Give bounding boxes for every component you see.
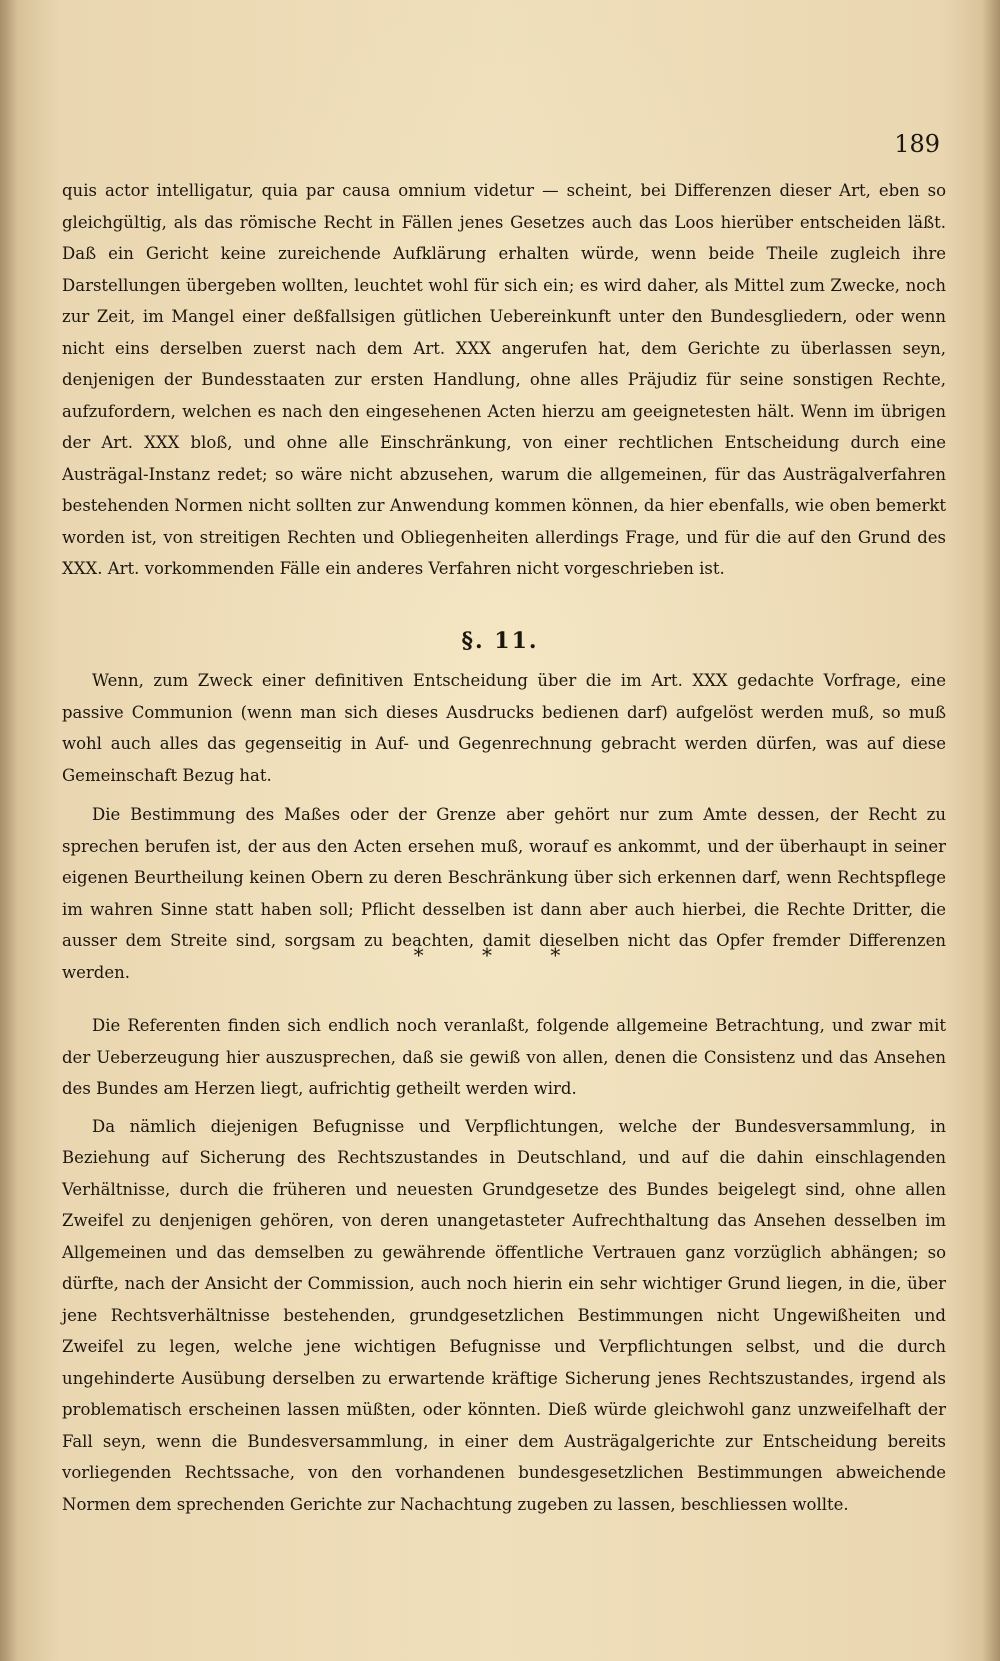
section-heading: §. 11. (461, 628, 539, 654)
paragraph-1: quis actor intelligatur, quia par causa omnium videtur — scheint, bei Differenzen dieser Art, eben so gleichgültig, als das römische Recht in Fällen jenes Gesetzes auch das Loos hierüber entscheiden läßt. Daß ein Gericht keine zureichende Aufklärung erhalten würde, wenn beide Theile zugleich ihre Darstellungen übergeben wollten, leuchtet wohl für sich ein; es wird daher, als Mittel zum Zwecke, noch zur Zeit, im Mangel einer deßfallsigen gütlichen Uebereinkunft unter den Bundesgliedern, oder wenn nicht eins derselben zuerst nach dem Art. XXX angerufen hat, dem Gerichte zu überlassen seyn, denjenigen der Bundesstaaten zur ersten Handlung, ohne alles Präjudiz für seine sonstigen Rechte, aufzufordern, welchen es nach den eingesehenen Acten hierzu am geeignetesten hält. Wenn im übrigen der Art. XXX bloß, und ohne alle Einschränkung, von einer rechtlichen Entscheidung durch eine Austrägal-Instanz redet; so wäre nicht abzusehen, warum die allgemeinen, für das Austrägalverfahren bestehenden Normen nicht sollten zur Anwendung kommen können, da hier ebenfalls, wie oben bemerkt worden ist, von streitigen Rechten und Obliegenheiten allerdings Frage, und für die auf den Grund des XXX. Art. vorkommenden Fälle ein anderes Verfahren nicht vorgeschrieben ist. (62, 181, 946, 578)
text-block-top (62, 175, 946, 585)
page-number: 189 (894, 130, 940, 158)
paragraph-3: Die Bestimmung des Maßes oder der Grenze aber gehört nur zum Amte dessen, der Recht zu sprechen berufen ist, der aus den Acten ersehen muß, worauf es ankommt, und der überhaupt in seiner eigenen Beurtheilung keinen Obern zu deren Beschränkung über sich erkennen darf, wenn Rechtspflege im wahren Sinne statt haben soll; Pflicht desselben ist dann aber auch hierbei, die Rechte Dritter, die ausser dem Streite sind, sorgsam zu beachten, damit dieselben nicht das Opfer fremder Differenzen werden. (62, 805, 946, 982)
text-block-middle (62, 665, 946, 988)
left-page-shadow (0, 0, 18, 1661)
section-divider-asterisks: * * * (413, 943, 587, 967)
right-page-shadow (982, 0, 1000, 1661)
paragraph-5: Da nämlich diejenigen Befugnisse und Verpflichtungen, welche der Bundesversammlung, in Beziehung auf Sicherung des Rechtszustandes in Deutschland, und auf die dahin einschlagenden Verhältnisse, durch die früheren und neuesten Grundgesetze des Bundes beigelegt sind, ohne allen Zweifel zu denjenigen gehören, von deren unangetasteter Aufrechthaltung das Ansehen desselben im Allgemeinen und das demselben zu gewährende öffentliche Vertrauen ganz vorzüglich abhängen; so dürfte, nach der Ansicht der Commission, auch noch hierin ein sehr wichtiger Grund liegen, in die, über jene Rechtsverhältnisse bestehenden, grundgesetzlichen Bestimmungen nicht Ungewißheiten und Zweifel zu legen, welche jene wichtigen Befugnisse und Verpflichtungen selbst, und die durch ungehinderte Ausübung derselben zu erwartende kräftige Sicherung jenes Rechtszustandes, irgend als problematisch erscheinen lassen müßten, oder könnten. Dieß würde gleichwohl ganz unzweifelhaft der Fall seyn, wenn die Bundesversammlung, in einer dem Austrägalgerichte zur Entscheidung bereits vorliegenden Rechtssache, von den vorhandenen bundesgesetzlichen Bestimmungen abweichende Normen dem sprechenden Gerichte zur Nachachtung zugeben zu lassen, beschliessen wollte. (62, 1116, 946, 1514)
text-block-bottom (62, 1010, 946, 1520)
paragraph-2: Wenn, zum Zweck einer definitiven Entscheidung über die im Art. XXX gedachte Vorfrage, eine passive Communion (wenn man sich dieses Ausdrucks bedienen darf) aufgelöst werden muß, so muß wohl auch alles das gegenseitig in Auf- und Gegenrechnung gebracht werden dürfen, was auf diese Gemeinschaft Bezug hat. (62, 671, 946, 785)
paragraph-4: Die Referenten finden sich endlich noch veranlaßt, folgende allgemeine Betrachtung, und zwar mit der Ueberzeugung hier auszusprechen, daß sie gewiß von allen, denen die Consistenz und das Ansehen des Bundes am Herzen liegt, aufrichtig getheilt werden wird. (62, 1016, 946, 1098)
